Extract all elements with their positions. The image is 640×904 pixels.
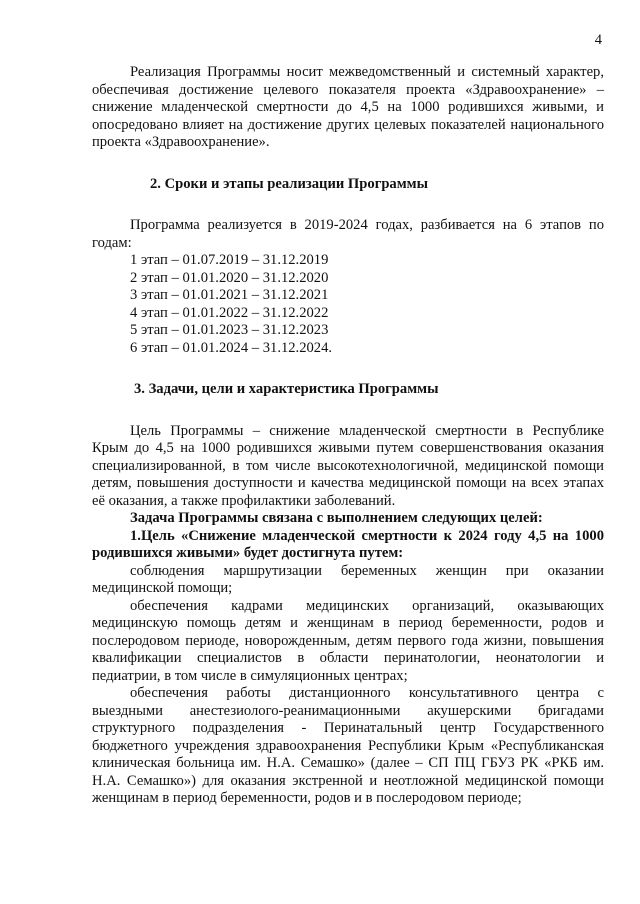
stage-item: 5 этап – 01.01.2023 – 31.12.2023 [130,322,329,338]
goal-paragraph: Цель Программы – снижение младенческой смертности в Республике Крым до 4,5 на 1000 родившихся живыми путем совершенствования оказания специализированной, в том числе высокотехнологичной, медицинской помощи детям, повышения доступности и качества медицинской помощи на всех этапах её оказания, а также профилактики заболеваний. [92,422,604,509]
section-2-heading: 2. Сроки и этапы реализации Программы [150,175,429,192]
stage-item: 6 этап – 01.01.2024 – 31.12.2024. [130,339,333,356]
goal-1-item: соблюдения маршрутизации беременных женщин при оказании медицинской помощи; [92,562,604,596]
task-heading: Задача Программы связана с выполнением следующих целей: [130,510,543,526]
stage-item: 1 этап – 01.07.2019 – 31.12.2019 [130,252,329,268]
stage-item: 2 этап – 01.01.2020 – 31.12.2020 [130,269,329,286]
document-body [92,64,604,808]
stage-item: 4 этап – 01.01.2022 – 31.12.2022 [130,304,329,321]
section-3-heading: 3. Задачи, цели и характеристика Программы [134,381,439,397]
stage-item: 3 этап – 01.01.2021 – 31.12.2021 [130,287,329,303]
goal-1-heading: 1.Цель «Снижение младенческой смертности к 2024 году 4,5 на 1000 родившихся живыми» будет достигнута путем: [92,527,604,561]
goal-1-item: обеспечения работы дистанционного консультативного центра с выездными анестезиолого-реанимационными акушерскими бригадами структурного подразделения - Перинатальный центр Государственного бюджетного учреждения здравоохранения Республики Крым «Республиканская клиническая больница им. Н.А. Семашко» (далее – СП ПЦ ГБУЗ РК «РКБ им. Н.А. Семашко») для оказания экстренной и неотложной медицинской помощи женщинам в период беременности, родов и в послеродовом периоде; [92,685,604,806]
intro-paragraph: Реализация Программы носит межведомственный и системный характер, обеспечивая достижение целевого показателя проекта «Здравоохранение» – снижение младенческой смертности до 4,5 на 1000 родившихся живыми, и опосредовано влияет на достижение других целевых показателей национального проекта «Здравоохранение». [92,64,604,150]
section-2-paragraph: Программа реализуется в 2019-2024 годах, разбивается на 6 этапов по годам: [92,217,604,251]
page-number: 4 [594,32,602,48]
stages-list [92,252,604,357]
goal-1-item: обеспечения кадрами медицинских организаций, оказывающих медицинскую помощь детям и женщинам в период беременности, родов и послеродовом периоде, новорожденным, детям первого года жизни, повышения квалификации специалистов в области перинатологии, неонатологии и педиатрии, в том числе в симуляционных центрах; [92,597,604,684]
